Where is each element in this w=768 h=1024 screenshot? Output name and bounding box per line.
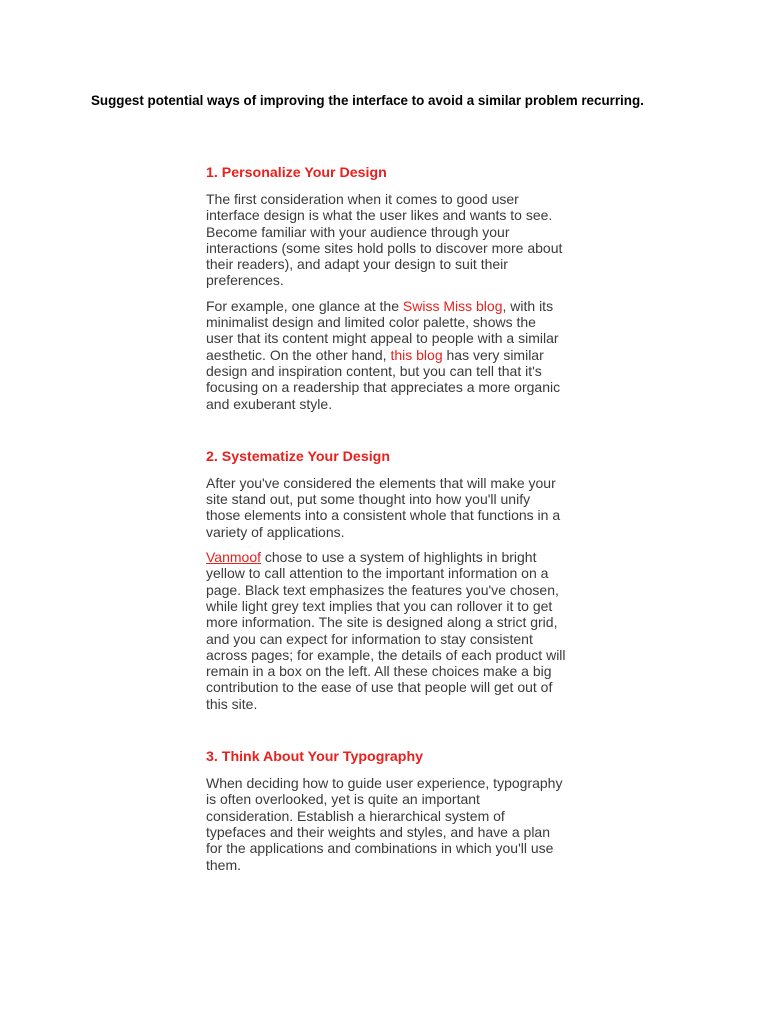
section-heading-personalize: 1. Personalize Your Design: [206, 165, 387, 181]
paragraph-text: For example, one glance at the: [206, 297, 403, 314]
article-content: [206, 164, 566, 873]
section-paragraph: [206, 549, 566, 712]
paragraph-text: has very similar design and inspiration content, but you can tell that it's focusing on a readership that appreciates a more organic and exuberant style.: [206, 346, 561, 412]
section-heading-systematize: 2. Systematize Your Design: [206, 448, 390, 465]
question-heading: Suggest potential ways of improving the interface to avoid a similar problem recurring.: [91, 93, 644, 108]
swiss-miss-blog-link[interactable]: Swiss Miss blog: [402, 297, 503, 314]
section-paragraph: After you've considered the elements that will make your site stand out, put some thought into how you'll unify those elements into a consistent whole that functions in a variety of applications.: [206, 474, 561, 540]
section-paragraph: [206, 298, 566, 412]
section-heading-typography: 3. Think About Your Typography: [206, 749, 424, 766]
section-paragraph: When deciding how to guide user experience, typography is often overlooked, yet is quite an important consideration. Establish a hierarchical system of typefaces and their weights and styles, and have a plan for the applications and combinations in which you'll use them.: [206, 775, 563, 873]
paragraph-text: chose to use a system of highlights in bright yellow to call attention to the important information on a page. Black text emphasizes the features you've chosen, while light grey text implies that you can rollover it to get more information. The site is designed along a strict grid, and you can expect for information to stay consistent across pages; for example, the details of each product will remain in a box on the left. All these choices make a big contribution to the ease of use that people will get out of this site.: [206, 549, 566, 712]
paragraph-text: , with its minimalist design and limited color palette, shows the user that its content might appeal to people with a similar aesthetic. On the other hand,: [206, 297, 559, 363]
vanmoof-link[interactable]: Vanmoof: [206, 549, 261, 566]
section-paragraph: The first consideration when it comes to good user interface design is what the user likes and wants to see. Become familiar with your audience through your interactions (some sites hold polls to discover more about their readers), and adapt your design to suit their preferences.: [206, 191, 563, 289]
this-blog-link[interactable]: this blog: [390, 346, 443, 363]
